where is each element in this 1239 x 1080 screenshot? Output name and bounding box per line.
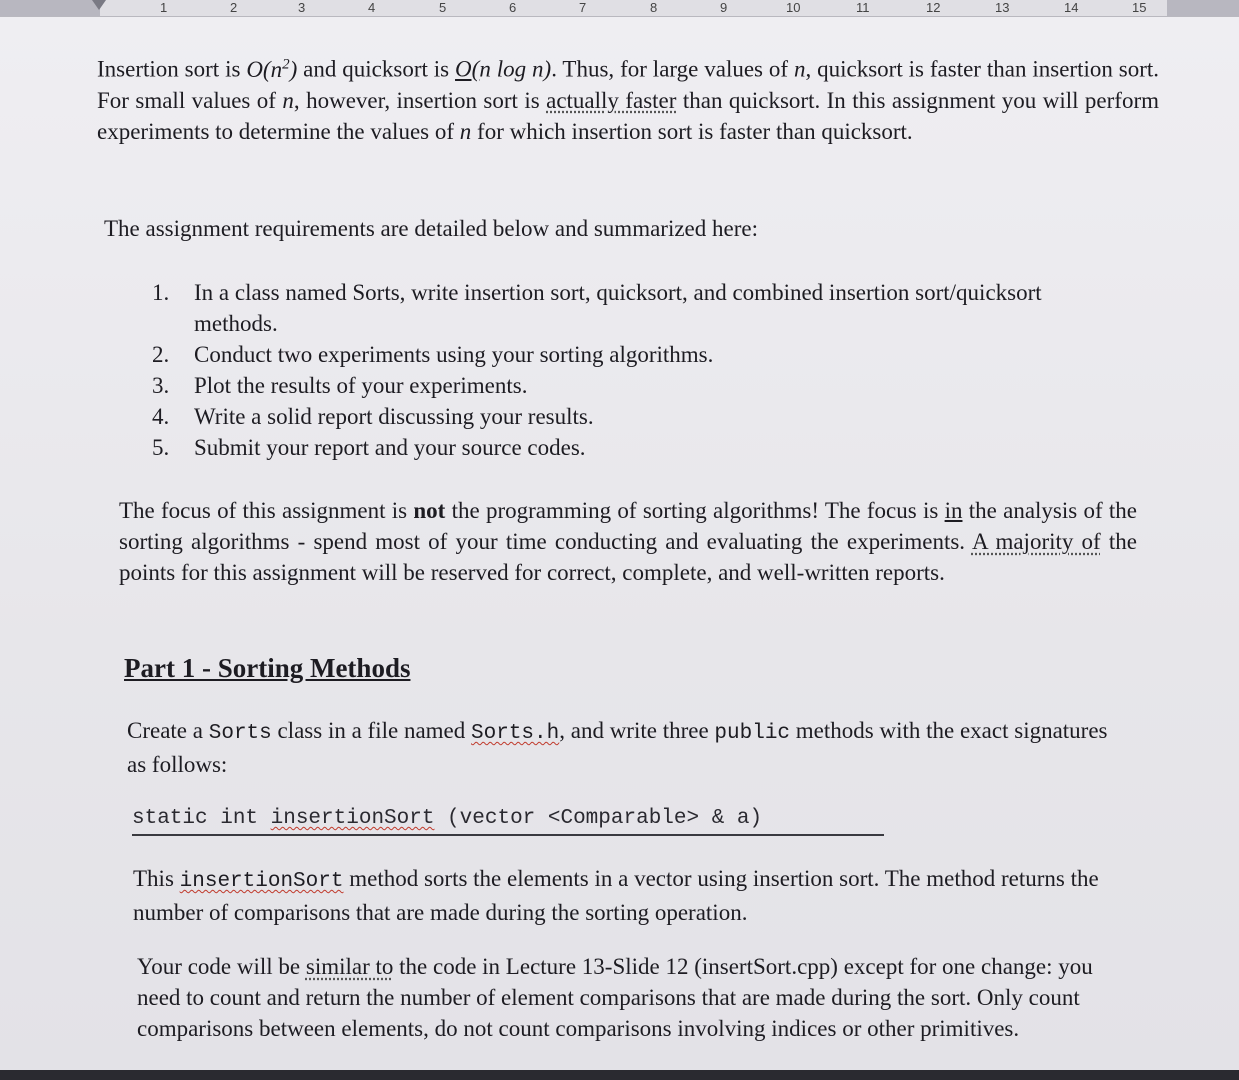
intro-paragraph [97, 49, 1159, 147]
ruler[interactable] [0, 0, 1239, 17]
list-item [152, 401, 1052, 432]
text-run: ) [543, 56, 552, 82]
ruler-right-margin [1167, 0, 1239, 16]
list-number: 5. [152, 435, 170, 460]
list-number: 3. [152, 373, 170, 398]
text-run: , quicksort is faster than insertion sort. For small values of [97, 56, 1160, 113]
bold-run: not [413, 498, 446, 523]
requirements-list [152, 277, 1052, 463]
ruler-tick: 8 [650, 0, 658, 15]
method-signature [132, 805, 884, 836]
math-var: n [459, 118, 472, 144]
ruler-left-margin [0, 0, 100, 16]
text-run: n log n [479, 56, 544, 82]
list-text: Write a solid report discussing your results. [194, 404, 594, 429]
ruler-tick: 10 [786, 0, 801, 15]
grammar-flag[interactable]: actually faster [546, 87, 677, 113]
list-number: 2. [152, 342, 170, 367]
text-run: method sorts the elements in a vector using insertion sort. The method returns the number of comparisons that are made during the sorting operation. [133, 866, 1099, 925]
list-item [152, 370, 1052, 401]
math-var: n [793, 56, 806, 82]
list-item [152, 432, 1052, 463]
text-run: The focus of this assignment is [119, 498, 414, 523]
description-paragraph [133, 863, 1113, 928]
list-text: Conduct two experiments using your sorting algorithms. [194, 342, 714, 367]
text-run: for which insertion sort is faster than quicksort. [471, 118, 913, 144]
list-number: 4. [152, 404, 170, 429]
math-run [455, 57, 551, 82]
text-run: . Thus, for large values of [551, 56, 794, 82]
list-item [152, 339, 1052, 370]
create-paragraph [127, 715, 1127, 780]
text-run: than quicksort. In this assignment you will perform experiments to determine the values of [97, 87, 1159, 144]
ruler-tick: 3 [298, 0, 306, 15]
ruler-tick: 2 [230, 0, 238, 15]
text-run: , however, insertion sort is [293, 87, 547, 113]
text-run: the points for this assignment will be reserved for correct, complete, and well-written reports. [119, 529, 1137, 585]
text-run: O(n [246, 56, 283, 82]
ruler-tick: 5 [439, 0, 447, 15]
summary-line: The assignment requirements are detailed below and summarized here: [104, 216, 758, 241]
spelling-flag[interactable]: Sorts.h [471, 722, 560, 745]
indent-marker[interactable] [92, 0, 106, 10]
text-run: class in a file named [271, 718, 472, 743]
ruler-tick: 15 [1132, 0, 1147, 15]
code-run: public [714, 722, 791, 745]
list-number: 1. [152, 280, 170, 305]
math-var: n [282, 87, 294, 113]
list-item [152, 277, 1052, 339]
ruler-tick: 1 [160, 0, 168, 15]
ruler-tick: 7 [579, 0, 587, 15]
list-text: Plot the results of your experiments. [194, 373, 528, 398]
text-run: O( [455, 56, 480, 82]
part1-heading: Part 1 - Sorting Methods [124, 653, 411, 683]
spelling-flag[interactable]: insertionSort [179, 870, 344, 893]
text-run: the analysis of the sorting algorithms - spend most of your time conducting and evaluating the experiments. [119, 498, 1137, 554]
text-run: Insertion sort is [97, 56, 247, 82]
code-run: Sorts [208, 722, 272, 745]
ruler-tick: 9 [720, 0, 728, 15]
superscript: 2 [282, 56, 290, 72]
list-text: Submit your report and your source codes. [194, 435, 586, 460]
ruler-tick: 12 [926, 0, 941, 15]
grammar-flag[interactable]: similar to [305, 954, 394, 979]
ruler-tick: 4 [368, 0, 376, 15]
grammar-flag[interactable]: A majority of [971, 529, 1101, 554]
text-run: and quicksort is [297, 56, 456, 82]
underlined-run: in [944, 498, 963, 523]
text-run: This [133, 866, 180, 891]
text-run: methods with the exact signatures as follows: [127, 718, 1108, 777]
text-run: ) [289, 56, 298, 82]
text-run: , and write three [559, 718, 715, 743]
ruler-tick: 14 [1064, 0, 1079, 15]
code-run: (vector <Comparable> & a) [434, 807, 763, 830]
text-run: the programming of sorting algorithms! The focus is [445, 498, 945, 523]
spelling-flag[interactable]: insertionSort [270, 807, 435, 830]
ruler-tick: 6 [509, 0, 517, 15]
focus-paragraph [119, 495, 1137, 588]
text-run: Create a [127, 718, 209, 743]
list-text: In a class named Sorts, write insertion sort, quicksort, and combined insertion sort/quicksort methods. [194, 280, 1042, 336]
document-page[interactable] [0, 17, 1239, 1070]
math-run [246, 57, 297, 82]
text-run: the code in Lecture 13-Slide 12 (insertSort.cpp) except for one change: you need to count and return the number of element comparisons that are made during the sort. Only count comparisons between elements, do not count comparisons involving indices or other primitives. [137, 954, 1093, 1041]
ruler-tick: 11 [856, 0, 870, 15]
code-run: static int [132, 807, 271, 830]
text-run: Your code will be [137, 954, 306, 979]
screen-bezel [0, 1070, 1239, 1080]
ruler-tick: 13 [995, 0, 1010, 15]
code-note-paragraph [137, 951, 1107, 1044]
